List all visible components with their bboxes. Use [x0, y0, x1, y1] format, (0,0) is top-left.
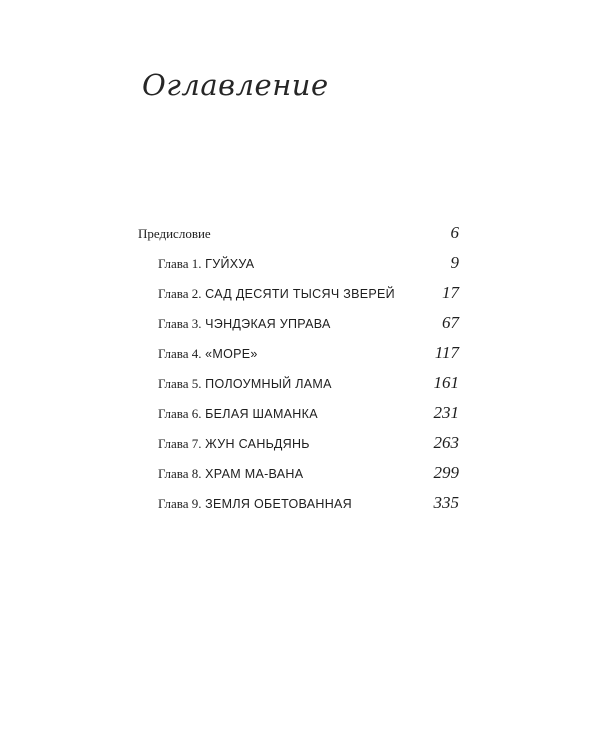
toc-entry-chapter-1[interactable] [0, 252, 600, 282]
toc-entry-chapter-8[interactable] [0, 462, 600, 492]
toc-entry-label [158, 495, 352, 513]
toc-entry-label [158, 435, 310, 453]
toc-entry-chapter-3[interactable] [0, 312, 600, 342]
chapter-number: Глава 2. [158, 286, 202, 301]
toc-entry-label [158, 405, 318, 423]
chapter-number: Глава 8. [158, 466, 202, 481]
toc-entry-chapter-2[interactable] [0, 282, 600, 312]
chapter-number: Глава 3. [158, 316, 202, 331]
toc-page-number: 263 [433, 433, 459, 452]
toc-entry-chapter-6[interactable] [0, 402, 600, 432]
toc-page-number: 161 [433, 373, 459, 392]
page-title: Оглавление [142, 68, 329, 102]
toc-entry-chapter-5[interactable] [0, 372, 600, 402]
chapter-name: САД ДЕСЯТИ ТЫСЯЧ ЗВЕРЕЙ [205, 287, 395, 301]
toc-entry-label [158, 285, 395, 303]
toc-page-number: 335 [433, 493, 459, 512]
toc-entry-chapter-4[interactable] [0, 342, 600, 372]
chapter-name: ПОЛОУМНЫЙ ЛАМА [205, 377, 332, 391]
toc-page-number: 299 [433, 463, 459, 482]
chapter-name: ГУЙХУА [205, 257, 255, 271]
toc-page-number: 17 [442, 283, 459, 302]
toc-entry-label: Предисловие [138, 226, 211, 241]
toc-entry-label [158, 465, 303, 483]
toc-entry-label [158, 345, 258, 363]
toc-page-number: 9 [450, 253, 459, 272]
toc-page-number: 67 [442, 313, 459, 332]
table-of-contents [0, 222, 600, 522]
toc-page-number: 6 [450, 223, 459, 242]
toc-entry-preface[interactable] [0, 222, 600, 252]
chapter-number: Глава 5. [158, 376, 202, 391]
toc-page-number: 117 [434, 343, 459, 362]
toc-entry-label [158, 255, 254, 273]
chapter-number: Глава 6. [158, 406, 202, 421]
chapter-number: Глава 7. [158, 436, 202, 451]
toc-entry-chapter-9[interactable] [0, 492, 600, 522]
chapter-number: Глава 9. [158, 496, 202, 511]
chapter-name: «МОРЕ» [205, 347, 258, 361]
chapter-number: Глава 4. [158, 346, 202, 361]
chapter-name: ХРАМ МА-ВАНА [205, 467, 304, 481]
chapter-name: ЖУН САНЬДЯНЬ [205, 437, 310, 451]
chapter-name: БЕЛАЯ ШАМАНКА [205, 407, 318, 421]
toc-entry-label [158, 315, 331, 333]
chapter-number: Глава 1. [158, 256, 202, 271]
chapter-name: ЧЭНДЭКАЯ УПРАВА [205, 317, 331, 331]
toc-page-number: 231 [433, 403, 459, 422]
chapter-name: ЗЕМЛЯ ОБЕТОВАННАЯ [205, 497, 353, 511]
toc-entry-label [158, 375, 332, 393]
toc-entry-chapter-7[interactable] [0, 432, 600, 462]
